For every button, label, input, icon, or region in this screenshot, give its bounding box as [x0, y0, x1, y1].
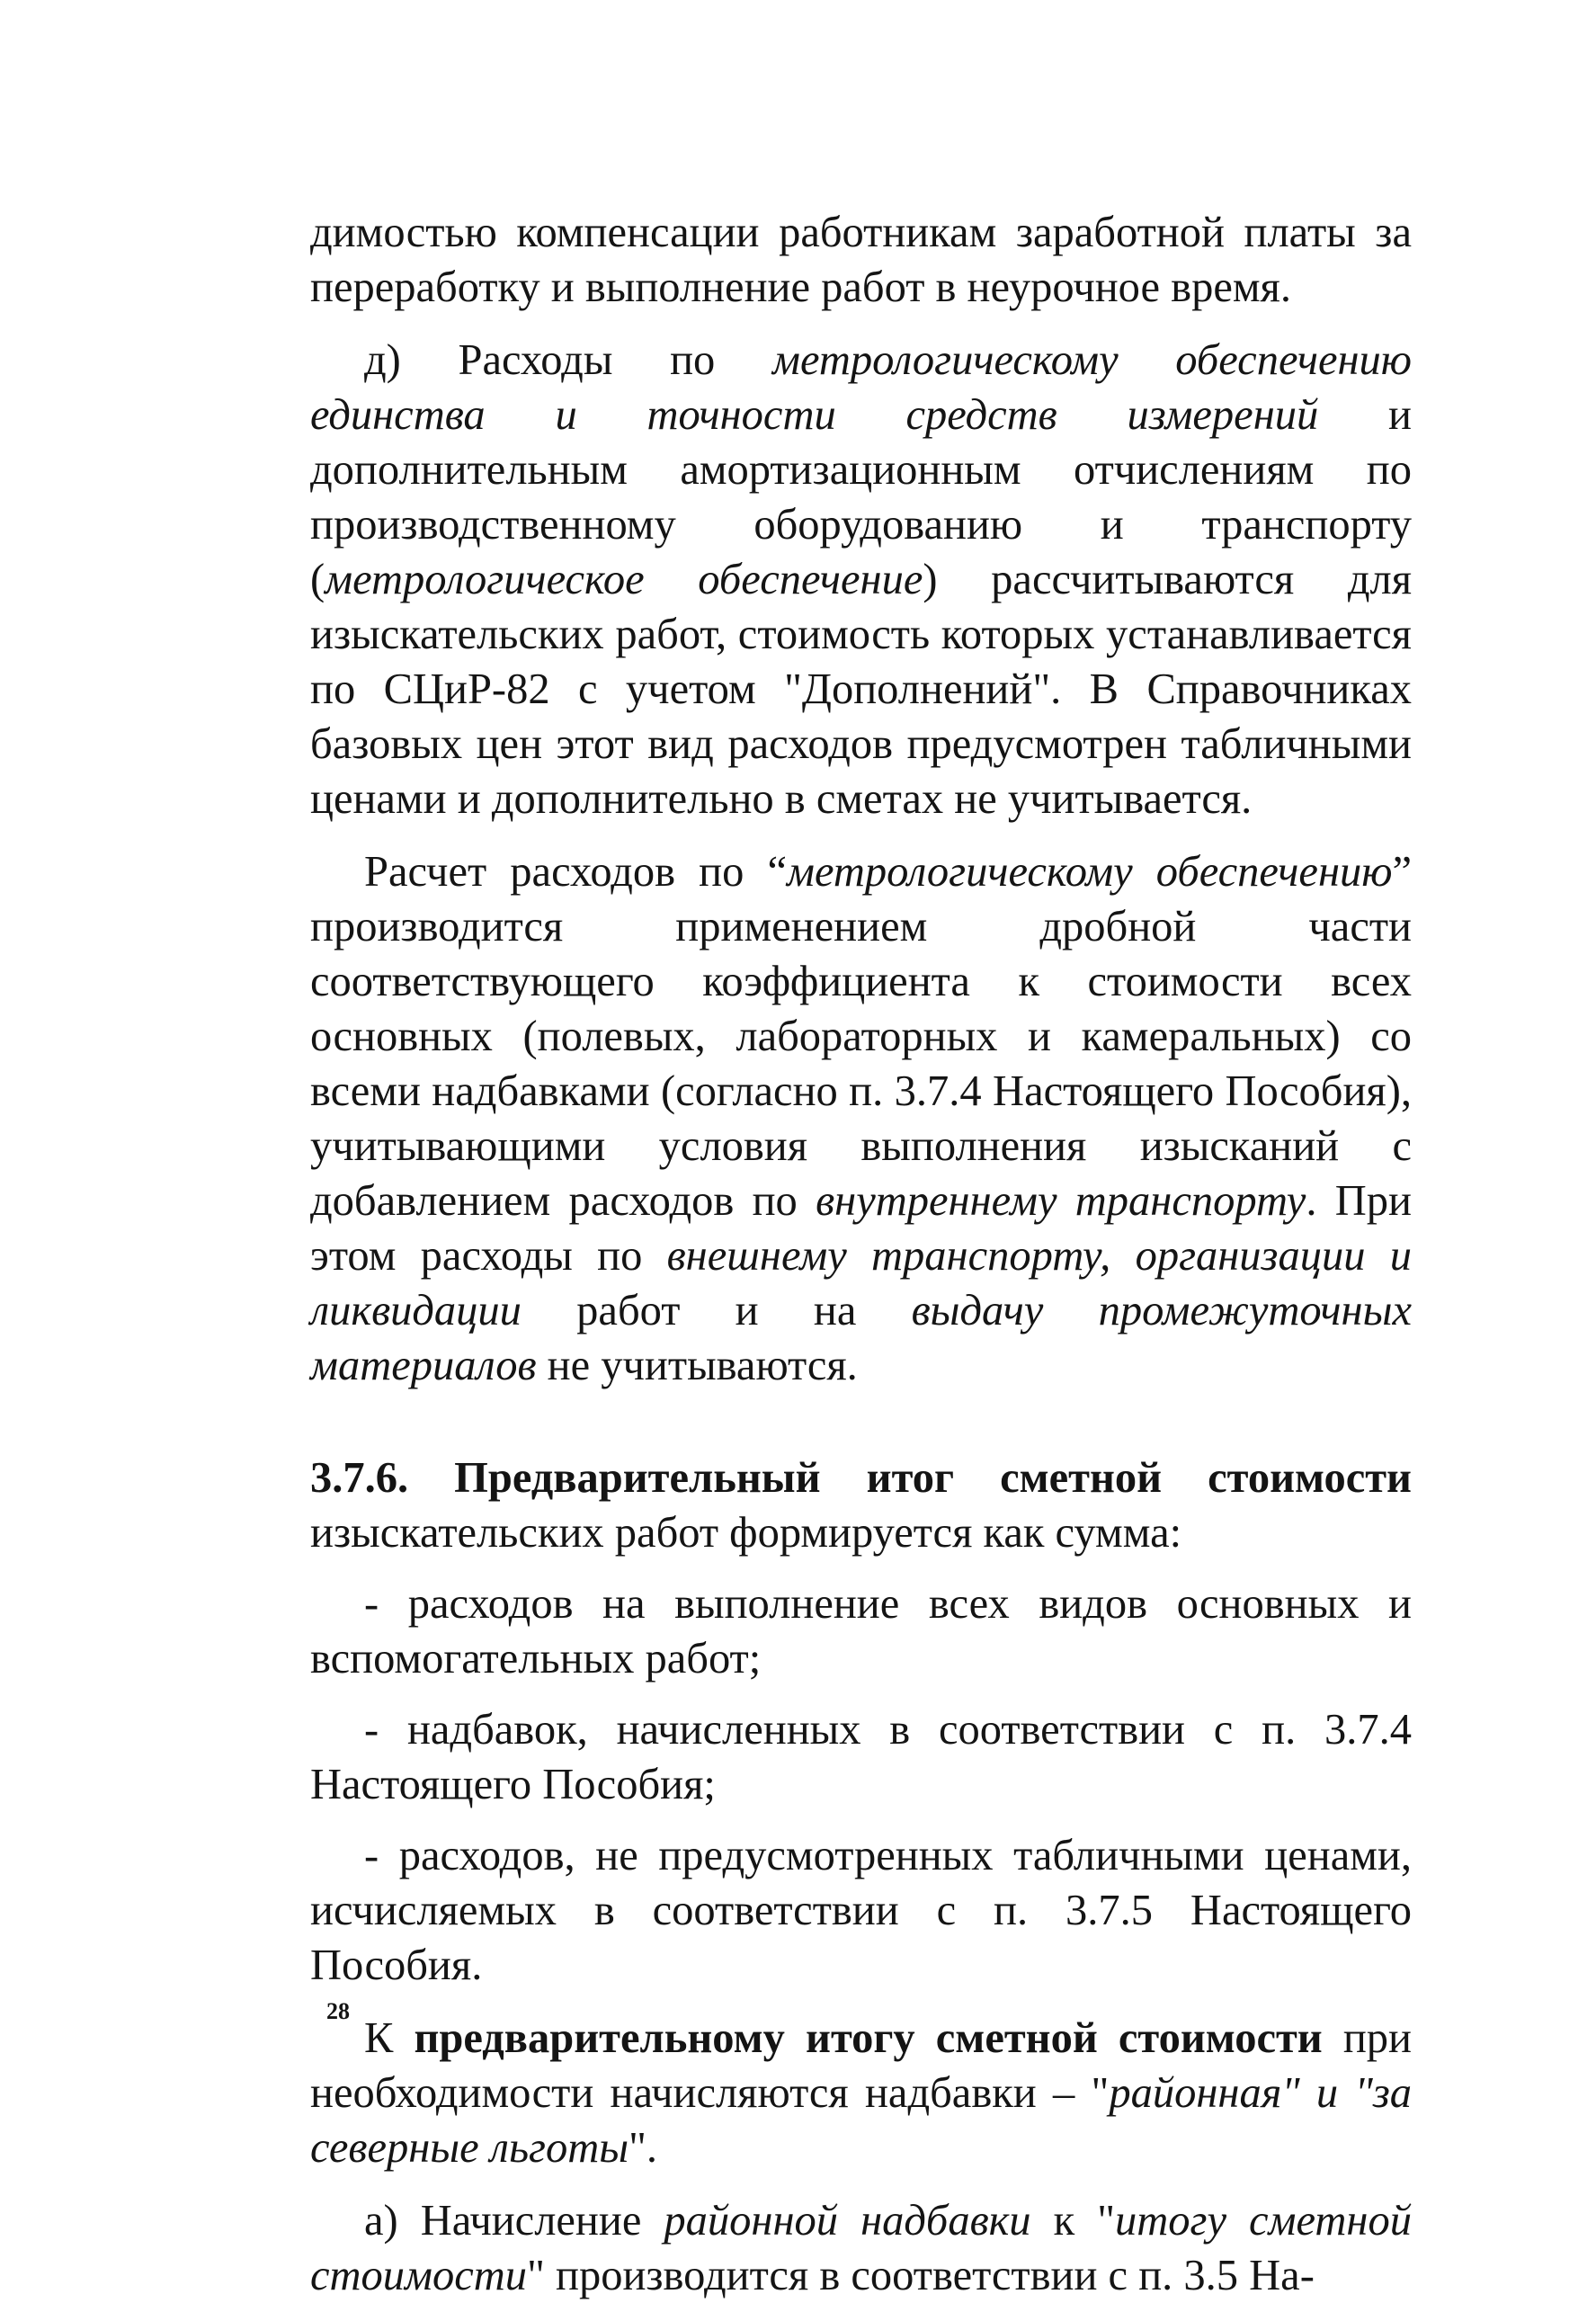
paragraph-metrology-expenses — [310, 333, 1412, 826]
text-run: ” производится применением дробной части соответствующего коэффициента к стоимости всех основных (полевых, лабораторных и камеральных) со всеми надбавками (согласно п. 3.7.4 Настоящего Пособия), учитывающими условия выполнения изысканий с добавлением расходов по — [310, 848, 1412, 1225]
italic-run: районной надбавки — [664, 2197, 1031, 2245]
text-run: ) рассчитываются для изыскательских работ, стоимость которых устанавливается по СЦиР-82 с учетом "Дополнений". В Справочниках базовых цен этот вид расходов предусмотрен табличными ценами и дополнительно в сметах не учитывается. — [310, 556, 1412, 823]
italic-run: внутреннему транспорту — [816, 1177, 1306, 1225]
list-item: - надбавок, начисленных в соответствии с п. 3.7.4 Настоящего Пособия; — [310, 1706, 1412, 1808]
italic-run: итогу сметной стоимости — [310, 2197, 1412, 2299]
italic-run: метрологическое обеспечение — [325, 556, 923, 603]
text-run: . При этом расходы по — [310, 1177, 1412, 1280]
section-heading: 3.7.6. Предварительный итог сметной стоимости — [310, 1454, 1412, 1502]
italic-run: районная" и "за северные льготы — [310, 2069, 1412, 2172]
text-run: Расчет расходов по “ — [364, 848, 788, 896]
text-run: " производится в соответствии с п. 3.5 На- — [527, 2252, 1315, 2299]
section-3-7-6 — [310, 1451, 1412, 1560]
text-run: работ и на — [521, 1287, 912, 1334]
text-run: ". — [629, 2124, 658, 2172]
list-item: - расходов на выполнение всех видов основных и вспомогательных работ; — [310, 1580, 1412, 1683]
italic-run: метрологическому обеспечению — [787, 848, 1393, 896]
text-run: д) Расходы по — [364, 336, 772, 384]
paragraph-metrology-calculation — [310, 844, 1412, 1393]
text-run: и дополнительным амортизационным отчислениям по производственному оборудованию и транспорту ( — [310, 391, 1412, 603]
list-item: - расходов, не предусмотренных табличными ценами, исчисляемых в соответствии с п. 3.7.5 Настоящего Пособия. — [310, 1832, 1412, 1989]
page-number: 28 — [326, 1998, 350, 2024]
paragraph-continuation — [310, 205, 1412, 315]
text-run: при необходимости начисляются надбавки – " — [310, 2014, 1413, 2117]
paragraph-allowances — [310, 2011, 1412, 2175]
italic-run: выдачу промежуточных материалов — [310, 1287, 1412, 1389]
text-run: к " — [1030, 2197, 1116, 2245]
paragraph-regional-allowance — [310, 2193, 1412, 2303]
text-run: а) Начисление — [364, 2197, 664, 2245]
paragraph-text: димостью компенсации работникам заработной платы за переработку и выполнение работ в неурочное время. — [310, 209, 1412, 311]
bold-run: предварительному итогу сметной стоимости — [414, 2014, 1323, 2062]
text-run: не учитываются. — [536, 1342, 858, 1389]
italic-run: внешнему транспорту, организации и ликвидации — [310, 1232, 1413, 1334]
italic-run: метрологическому обеспечению единства и точности средств измерений — [310, 336, 1412, 439]
text-run: К — [364, 2014, 415, 2062]
text-run: изыскательских работ формируется как сумма: — [310, 1509, 1182, 1557]
page-body — [310, 205, 1412, 2303]
